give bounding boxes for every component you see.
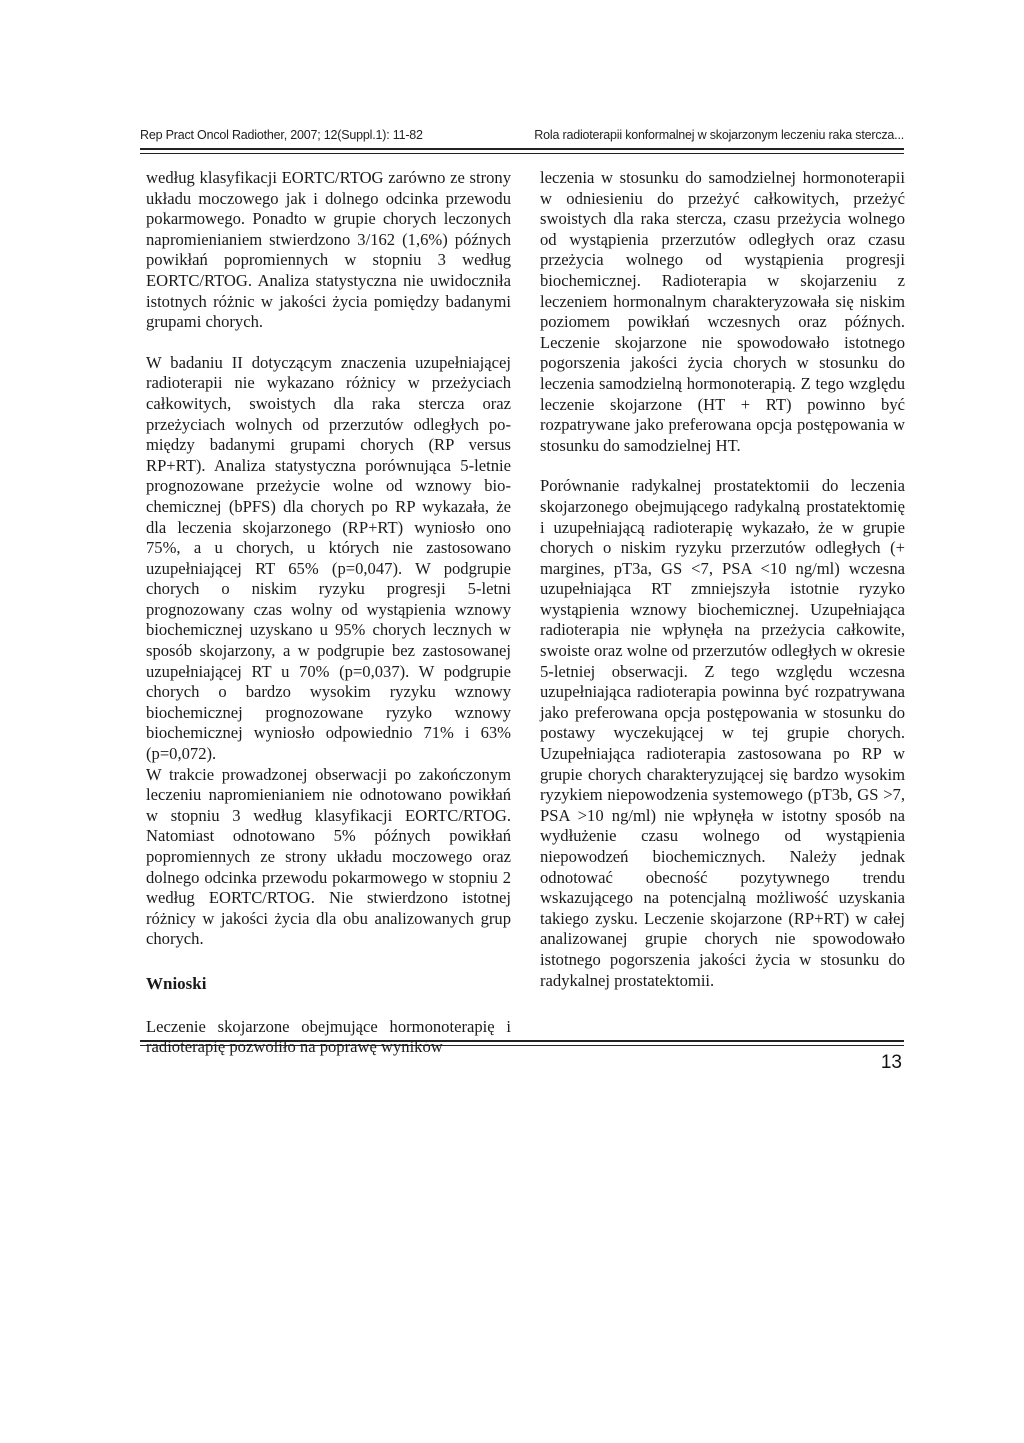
running-header-title: Rola radioterapii konformalnej w skojarzonym leczeniu raka stercza...: [534, 128, 904, 142]
header-rule: [140, 148, 904, 154]
footer-rule: [140, 1040, 904, 1046]
left-paragraph-1: według klasyfikacji EORTC/RTOG zarówno ze strony układu moczowego jak i dolnego odcinka przewodu pokarmowego. Ponadto w grupie chorych leczonych napromienianiem stwierdzono 3/162 (1,6%) późnych powikłań popromiennych w stopniu 3 według EORTC/RTOG. Analiza statystyczna nie uwidoczniła istotnych różnic w jakości życia pomiędzy badanymi grupami chorych.: [146, 168, 511, 332]
left-paragraph-2: W badaniu II dotyczącym znaczenia uzupełniającej radioterapii nie wykazano różnicy w przeżyciach całkowitych, swoistych dla raka stercza oraz przeżyciach wolnych od przerzutów odległych pomiędzy badanymi grupami chorych (RP versus RP+RT). Analiza statystyczna porównująca 5-letnie prognozowane przeżycie wolne od wznowy biochemicznej (bPFS) dla chorych po RP wykazała, że dla leczenia skojarzonego (RP+RT) wyniosło ono 75%, a u chorych, u których nie zastosowano uzupełniającej RT 65% (p=0,047). W podgrupie chorych o niskim ryzyku progresji 5-letni prognozowany czas wolny od wystąpienia wznowy biochemicznej uzyskano u 95% chorych lecznych w sposób skojarzony, a w podgrupie bez zastosowanej uzupełniającej RT u 70% (p=0,037). W podgrupie chorych o bardzo wysokim ryzyku wznowy biochemicznej prognozowane ryzyko wznowy biochemicznej wyniosło odpowiednio 71% i 63% (p=0,072).: [146, 352, 511, 764]
section-heading-conclusions: Wnioski: [146, 973, 207, 993]
right-column: [540, 168, 905, 991]
left-paragraph-4: Leczenie skojarzone obejmujące hormonoterapię i radioterapię pozwoliło na poprawę wyników: [146, 1016, 511, 1057]
left-column: [146, 168, 511, 1058]
right-paragraph-1: leczenia w stosunku do samodzielnej hormonoterapii w odniesieniu do przeżyć całkowitych, przeżyć swoistych dla raka stercza, czasu przeżycia wolnego od wystąpienia przerzutów odległych oraz czasu przeżycia wolnego od wystąpienia progresji biochemicznej. Radioterapia w skojarzeniu z leczeniem hormonalnym charakteryzowała się niskim poziomem powikłań wczesnych oraz późnych. Leczenie skojarzone nie spowodowało istotnego pogorszenia jakości życia chorych w stosunku do leczenia samodzielną hormonoterapią. Z tego względu leczenie skojarzone (HT + RT) powinno być rozpatrywane jako preferowana opcja postępowania w stosunku do samodzielnej HT.: [540, 168, 905, 455]
left-paragraph-3: W trakcie prowadzonej obserwacji po zakończonym leczeniu napromienianiem nie odnotowano powikłań w stopniu 3 według klasyfikacji EORTC/RTOG. Natomiast odnotowano 5% późnych powikłań popromiennych ze strony układu moczowego oraz dolnego odcinka przewodu pokarmowego w stopniu 2 według EORTC/RTOG. Nie stwierdzono istotnej różnicy w jakości życia dla obu analizowanych grup chorych.: [146, 764, 511, 949]
page-number: 13: [880, 1052, 902, 1073]
right-paragraph-2: Porównanie radykalnej prostatektomii do leczenia skojarzonego obejmującego radykalną prostatektomię i uzupełniającą radioterapię wykazało, że w grupie chorych o niskim ryzyku przerzutów odległych (+ margines, pT3a, GS <7, PSA <10 ng/ml) wczesna uzupełniająca RT zmniejszyła istotnie ryzyko wystąpienia wznowy biochemicznej. Uzupełniająca radioterapia nie wpłynęła na przeżycia całkowite, swoiste oraz wolne od przerzutów odległych w okresie 5-letniej obserwacji. Z tego względu wczesna uzupełniająca radioterapia powinna być rozpatrywana jako preferowana opcja postępowania w stosunku do postawy wyczekującej w tej grupie chorych. Uzupełniająca radioterapia zastosowana po RP w grupie chorych charakteryzującej się bardzo wysokim ryzykiem niepowodzenia systemowego (pT3b, GS >7, PSA >10 ng/ml) nie wpłynęła w istotny sposób na wydłużenie czasu wolnego od wystąpienia niepowodzeń biochemicznych. Należy jednak odnotować obecność pozytywnego trendu wskazującego na potencjalną możliwość uzyskania takiego zysku. Leczenie skojarzone (RP+RT) w całej analizowanej grupie chorych nie spowodowało istotnego pogorszenia jakości życia w stosunku do radykalnej prostatektomii.: [540, 476, 905, 990]
running-header-citation: Rep Pract Oncol Radiother, 2007; 12(Suppl.1): 11-82: [140, 128, 423, 142]
